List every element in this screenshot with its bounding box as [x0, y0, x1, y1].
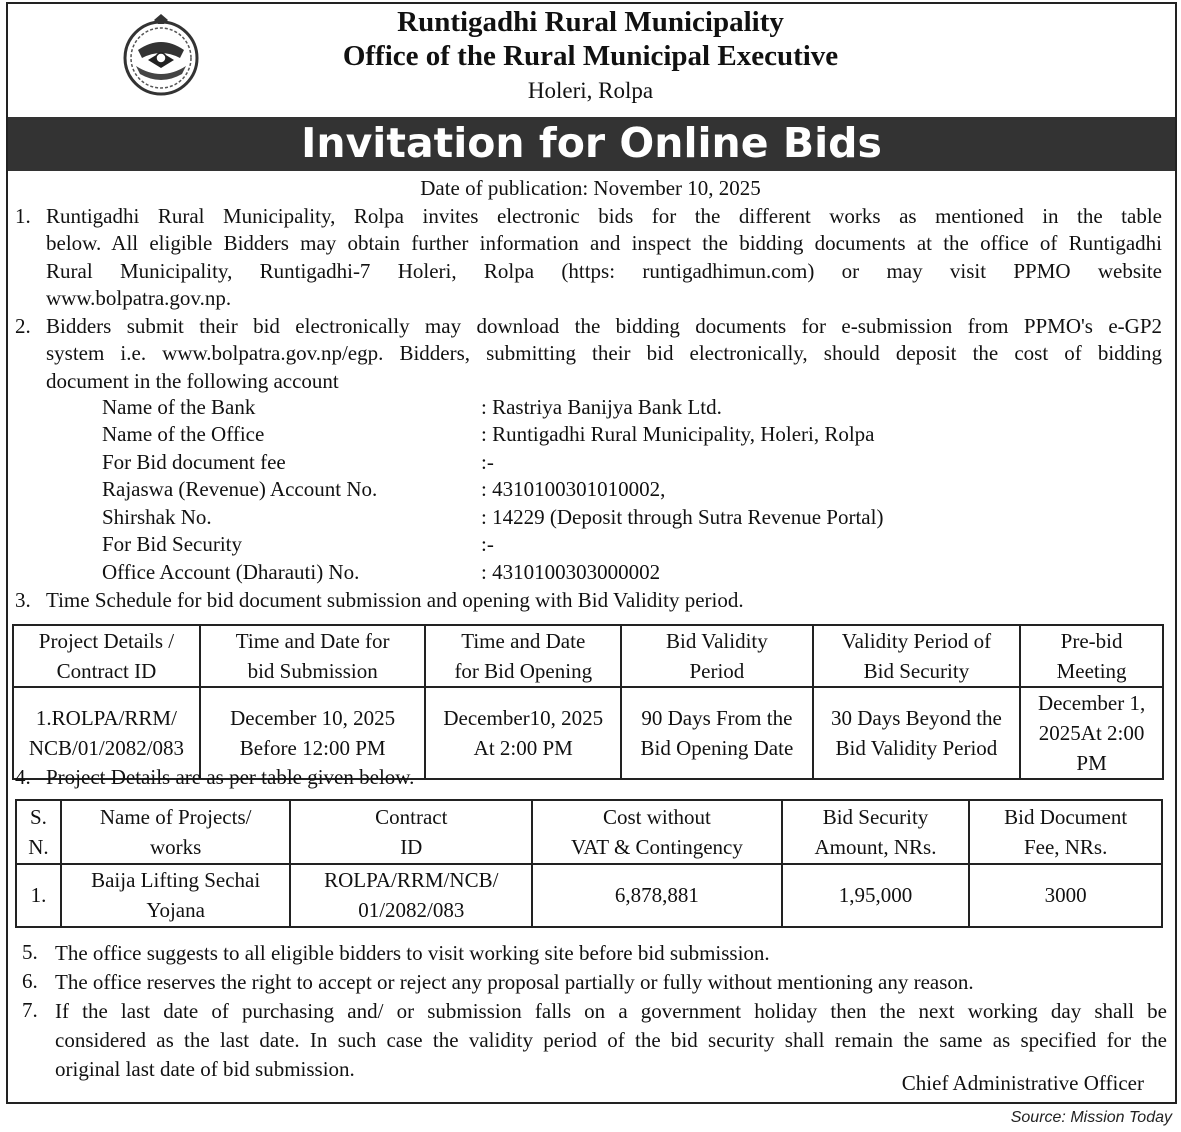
table-cell: 3000 — [969, 864, 1162, 928]
table-header-cell: Time and Date for Bid Opening — [425, 625, 621, 687]
bank-value: :- — [481, 532, 494, 556]
item-5-text: The office suggests to all eligible bidders to visit working site before bid submission. — [55, 941, 770, 965]
item-2-number: 2. — [15, 314, 31, 338]
bank-label: Rajaswa (Revenue) Account No. — [102, 477, 378, 501]
schedule-table — [12, 624, 1164, 780]
bank-value: : 4310100301010002, — [481, 477, 666, 501]
table-cell: December 1, 2025At 2:00 PM — [1020, 687, 1163, 779]
item-1-text: Runtigadhi Rural Municipality, Rolpa invites electronic bids for the different works as mentioned in the table below. All eligible Bidders may obtain further information and inspect the bidding documents at the office of Runtigadhi Rural Municipality, Runtigadhi-7 Holeri, Rolpa (https: runtigadhimun.com) or may visit PPMO website www.bolpatra.gov.np. — [46, 204, 1162, 310]
bank-value: : 4310100303000002 — [481, 560, 661, 584]
bank-value: : 14229 (Deposit through Sutra Revenue Portal) — [481, 505, 884, 529]
municipality-name: Runtigadhi Rural Municipality — [397, 6, 784, 38]
table-cell: 6,878,881 — [532, 864, 782, 928]
item-5-number: 5. — [22, 940, 38, 964]
item-7-text: If the last date of purchasing and/ or submission falls on a government holiday then the next working day shall be considered as the last date. In such case the validity period of the bid security shall remain the same as specified for the original last date of bid submission. — [55, 999, 1167, 1081]
table-header-cell: Contract ID — [290, 800, 532, 864]
publication-date: Date of publication: November 10, 2025 — [420, 176, 761, 200]
bank-label: Office Account (Dharauti) No. — [102, 560, 360, 584]
table-row — [16, 864, 1162, 928]
bank-value: : Runtigadhi Rural Municipality, Holeri, Rolpa — [481, 422, 875, 446]
table-cell: 1.ROLPA/RRM/ NCB/01/2082/083 — [13, 687, 200, 779]
item-3-number: 3. — [15, 588, 31, 612]
table-header-cell: Name of Projects/ works — [61, 800, 290, 864]
table-header-cell: Time and Date for bid Submission — [200, 625, 426, 687]
bank-label: For Bid document fee — [102, 450, 286, 474]
bank-value: :- — [481, 450, 494, 474]
table-cell: 1,95,000 — [782, 864, 970, 928]
bank-label: Name of the Bank — [102, 395, 256, 419]
table-cell: Baija Lifting Sechai Yojana — [61, 864, 290, 928]
table-cell: ROLPA/RRM/NCB/ 01/2082/083 — [290, 864, 532, 928]
table-cell: December 10, 2025 Before 12:00 PM — [200, 687, 426, 779]
table-header-cell: Validity Period of Bid Security — [813, 625, 1020, 687]
item-6-number: 6. — [22, 969, 38, 993]
table-header-cell: S. N. — [16, 800, 61, 864]
table-header-row — [13, 625, 1163, 687]
table-header-cell: Cost without VAT & Contingency — [532, 800, 782, 864]
bank-value: : Rastriya Banijya Bank Ltd. — [481, 395, 722, 419]
table-header-row — [16, 800, 1162, 864]
table-cell: 1. — [16, 864, 61, 928]
table-header-cell: Bid Security Amount, NRs. — [782, 800, 970, 864]
bank-label: Name of the Office — [102, 422, 265, 446]
table-header-cell: Project Details / Contract ID — [13, 625, 200, 687]
item-1-number: 1. — [15, 204, 31, 228]
office-location: Holeri, Rolpa — [527, 78, 654, 103]
notice-title-banner: Invitation for Online Bids — [8, 117, 1175, 171]
project-table — [15, 799, 1163, 928]
table-header-cell: Pre-bid Meeting — [1020, 625, 1163, 687]
table-cell: 30 Days Beyond the Bid Validity Period — [813, 687, 1020, 779]
table-cell: December10, 2025 At 2:00 PM — [425, 687, 621, 779]
item-4-number: 4. — [15, 765, 31, 789]
table-header-cell: Bid Validity Period — [621, 625, 813, 687]
item-4-text: Project Details are as per table given below. — [46, 765, 415, 789]
item-2-text: Bidders submit their bid electronically may download the bidding documents for e-submission from PPMO's e-GP2 system i.e. www.bolpatra.gov.np/egp. Bidders, submitting their bid electronically, should deposit the cost of bidding document in the following account — [46, 314, 1162, 393]
item-6-text: The office reserves the right to accept or reject any proposal partially or fully without mentioning any reason. — [55, 970, 974, 994]
table-cell: 90 Days From the Bid Opening Date — [621, 687, 813, 779]
table-header-cell: Bid Document Fee, NRs. — [969, 800, 1162, 864]
office-name: Office of the Rural Municipal Executive — [342, 40, 839, 72]
item-3-text: Time Schedule for bid document submission and opening with Bid Validity period. — [46, 588, 744, 612]
source-credit: Source: Mission Today — [1010, 1109, 1172, 1126]
bank-label: For Bid Security — [102, 532, 242, 556]
item-7-number: 7. — [22, 998, 38, 1022]
signatory-title: Chief Administrative Officer — [901, 1071, 1144, 1095]
bank-label: Shirshak No. — [102, 505, 212, 529]
